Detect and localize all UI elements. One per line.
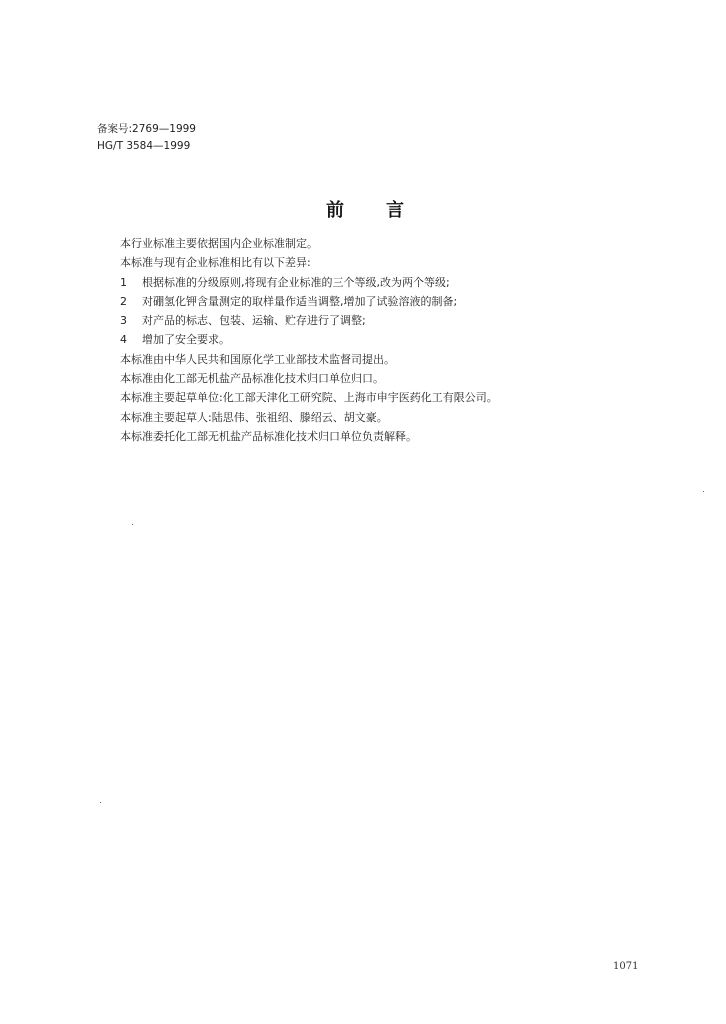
list-item-text: 根据标准的分级原则,将现有企业标准的三个等级,改为两个等级; [142, 275, 450, 289]
paragraph-proposer: 本标准由中华人民共和国原化学工业部技术监督司提出。 [120, 352, 395, 366]
paragraph-interpretation: 本标准委托化工部无机盐产品标准化技术归口单位负责解释。 [120, 429, 417, 443]
page-title: 前言 [326, 200, 446, 221]
page-number: 1071 [613, 961, 639, 972]
scan-speck [100, 802, 101, 803]
foreword-body [120, 234, 680, 446]
standard-code: HG/T 3584—1999 [97, 140, 191, 152]
scan-speck [703, 491, 704, 492]
list-item-text: 对硼氢化钾含量测定的取样量作适当调整,增加了试验溶液的制备; [142, 294, 458, 308]
paragraph-differences-intro: 本标准与现有企业标准相比有以下差异: [120, 256, 311, 270]
scan-speck [132, 524, 133, 525]
paragraph-drafting-units: 本标准主要起草单位:化工部天津化工研究院、上海市申宇医药化工有限公司。 [120, 391, 498, 405]
list-item-number: 1 [120, 275, 127, 289]
list-item-number: 2 [120, 294, 127, 308]
paragraph-centralized-unit: 本标准由化工部无机盐产品标准化技术归口单位归口。 [120, 372, 384, 386]
list-item [120, 330, 680, 349]
list-item [120, 311, 680, 330]
list-item-number: 4 [120, 333, 127, 347]
list-item [120, 273, 680, 292]
record-number: 备案号:2769—1999 [97, 123, 196, 135]
paragraph-drafters: 本标准主要起草人:陆思伟、张祖绍、滕绍云、胡文豪。 [120, 410, 388, 424]
list-item-text: 对产品的标志、包装、运输、贮存进行了调整; [142, 314, 366, 328]
list-item-text: 增加了安全要求。 [142, 333, 230, 347]
header-meta [97, 121, 196, 155]
paragraph-basis: 本行业标准主要依据国内企业标准制定。 [120, 237, 318, 250]
list-item [120, 292, 680, 311]
list-item-number: 3 [120, 314, 127, 328]
